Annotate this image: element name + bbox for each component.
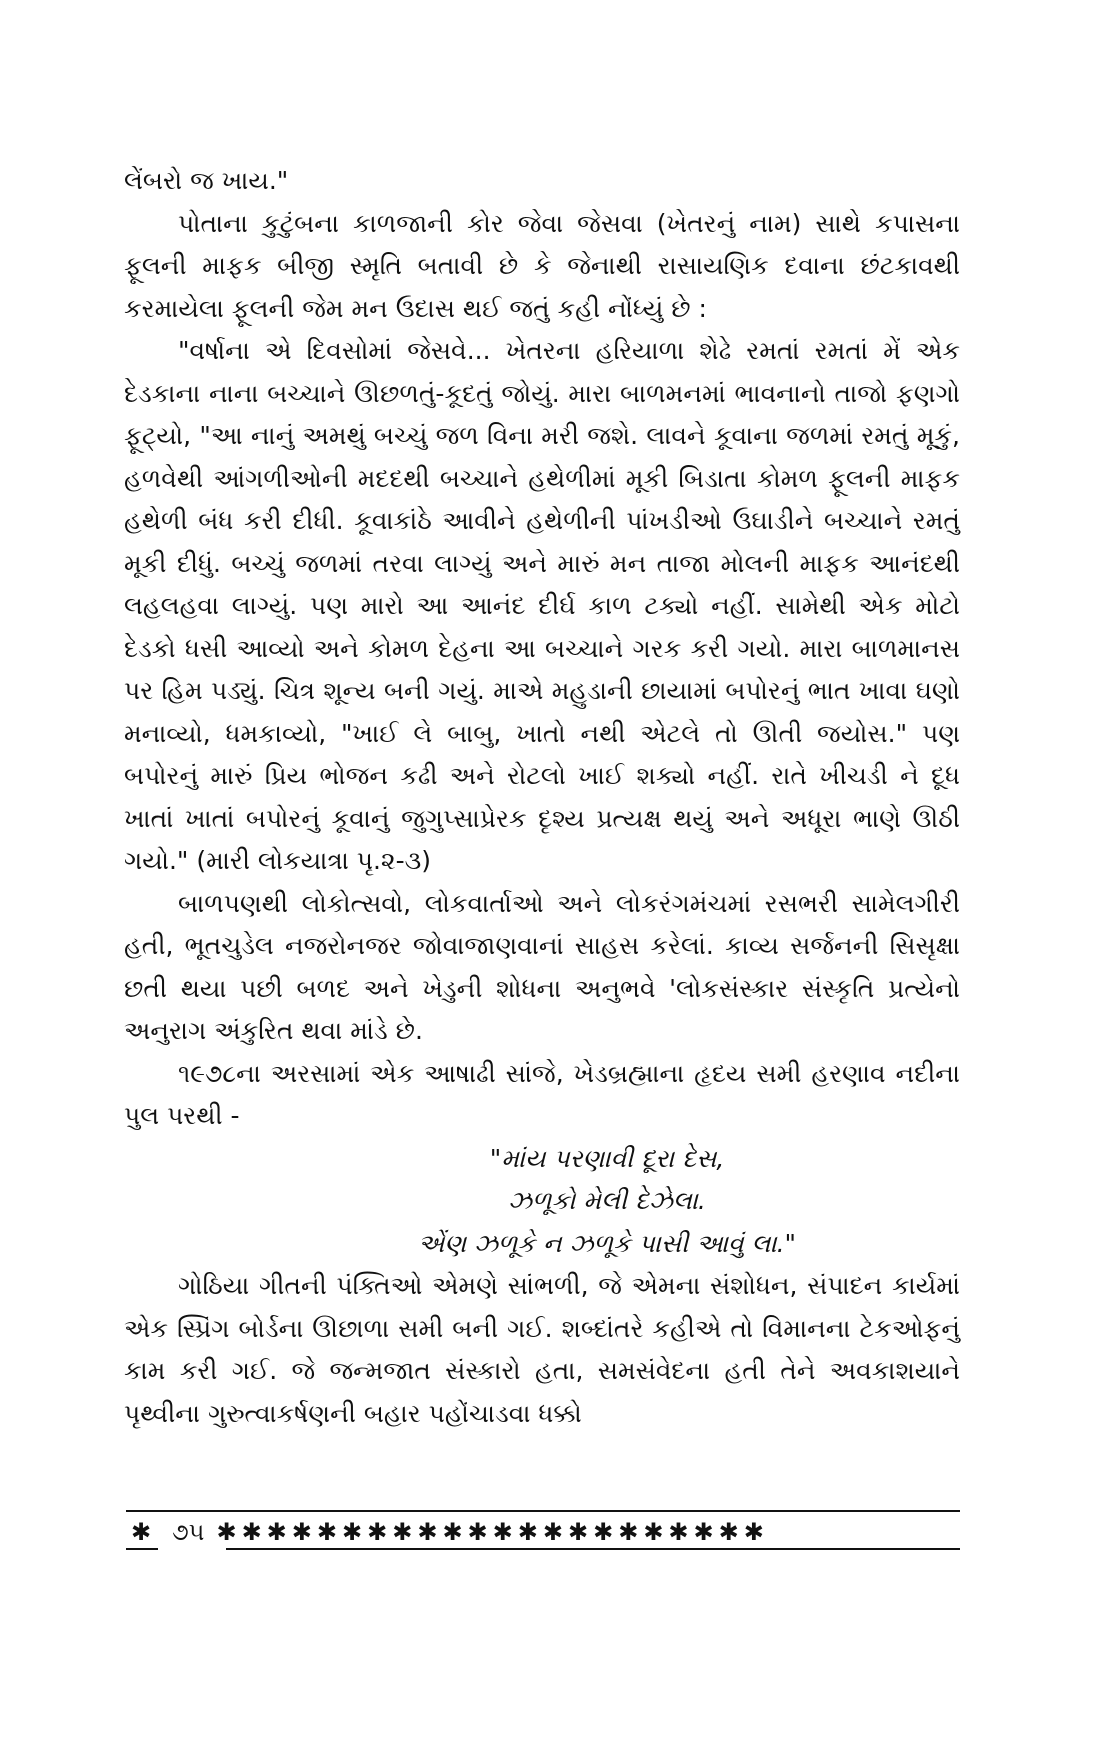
asterisk-border-ornament: ✱✱✱✱✱✱✱✱✱✱✱✱✱✱✱✱✱✱✱✱✱✱ [216, 1518, 769, 1546]
asterisk-ornament-icon: ✱ [130, 1518, 152, 1546]
paragraph-childhood: બાળપણથી લોકોત્સવો, લોકવાર્તાઓ અને લોકરંગમંચમાં રસભરી સામેલગીરી હતી, ભૂતચુડેલ નજરોનજર જોવાજાણવાનાં સાહસ કરેલાં. કાવ્ય સર્જનની સિસૃક્ષા છતી થયા પછી બળદ અને ખેડુની શોધના અનુભવે 'લોકસંસ્કાર સંસ્કૃતિ પ્રત્યેનો અનુરાગ અંકુરિત થવા માંડે છે. [124, 888, 960, 1045]
paragraph-continuation: લેંબરો જ ખાય." [124, 166, 289, 195]
paragraph-jesva-memory: પોતાના કુટુંબના કાળજાની કોર જેવા જેસવા (ખેતરનું નામ) સાથે કપાસના ફૂલની માફક બીજી સ્મૃતિ બતાવી છે કે જેનાથી રાસાયણિક દવાના છંટકાવથી કરમાયેલા ફૂલની જેમ મન ઉદાસ થઈ જતું કહી નોંધ્યું છે : [124, 208, 960, 323]
footer-top-rule [126, 1510, 960, 1512]
verse-line-1: "માંય પરણાવી દૂરા દેસ, [489, 1143, 725, 1173]
footer-underline-left [126, 1548, 158, 1550]
paragraph-1978: ૧૯૭૮ના અરસામાં એક આષાઢી સાંજે, ખેડબ્રહ્માના હૃદય સમી હરણાવ નદીના પુલ પરથી - [124, 1058, 960, 1130]
page-body [124, 160, 960, 1435]
paragraph-quoted-memoir: "વર્ષાના એ દિવસોમાં જેસવે... ખેતરના હરિયાળા શેઢે રમતાં રમતાં મેં એક દેડકાના નાના બચ્ચાને ઊછળતું-કૂદતું જોયું. મારા બાળમનમાં ભાવનાનો તાજો ફણગો ફૂટ્યો, "આ નાનું અમથું બચ્ચું જળ વિના મરી જશે. લાવને કૂવાના જળમાં રમતું મૂકું, હળવેથી આંગળીઓની મદદથી બચ્ચાને હથેળીમાં મૂકી બિડાતા કોમળ ફૂલની માફક હથેળી બંધ કરી દીધી. કૂવાકાંઠે આવીને હથેળીની પાંખડીઓ ઉઘાડીને બચ્ચાને રમતું મૂકી દીધું. બચ્ચું જળમાં તરવા લાગ્યું અને મારું મન તાજા મોલની માફક આનંદથી લહલહવા લાગ્યું. પણ મારો આ આનંદ દીર્ઘ કાળ ટક્યો નહીં. સામેથી એક મોટો દેડકો ધસી આવ્યો અને કોમળ દેહના આ બચ્ચાને ગરક કરી ગયો. મારા બાળમાનસ પર હિમ પડ્યું. ચિત્ર શૂન્ય બની ગયું. માએ મહુડાની છાયામાં બપોરનું ભાત ખાવા ઘણો મનાવ્યો, ધમકાવ્યો, "ખાઈ લે બાબુ, ખાતો નથી એટલે તો ઊતી જયોસ." પણ બપોરનું મારું પ્રિય ભોજન કઢી અને રોટલો ખાઈ શક્યો નહીં. રાતે ખીચડી ને દૂધ ખાતાં ખાતાં બપોરનું કૂવાનું જુગુપ્સાપ્રેરક દૃશ્ય પ્રત્યક્ષ થયું અને અધૂરા ભાણે ઊઠી ગયો." (મારી લોકયાત્રા પૃ.૨-૩) [124, 336, 960, 875]
page-footer [126, 1514, 960, 1550]
verse-line-3: એંણ ઝળૂકે ન ઝળૂકે પાસી આવું લા." [417, 1228, 797, 1258]
verse-line-2: ઝળૂકો મેલી દેઝેલા. [508, 1186, 706, 1215]
paragraph-closing: ગોઠિયા ગીતની પંક્તિઓ એમણે સાંભળી, જે એમના સંશોધન, સંપાદન કાર્યમાં એક સ્પ્રિંગ બોર્ડના ઊછાળા સમી બની ગઈ. શબ્દાંતરે કહીએ તો વિમાનના ટેકઓફનું કામ કરી ગઈ. જે જન્મજાત સંસ્કારો હતા, સમસંવેદના હતી તેને અવકાશયાને પૃથ્વીના ગુરુત્વાકર્ષણની બહાર પહોંચાડવા ધક્કો [124, 1271, 960, 1428]
page-number: ૭૫ [172, 1518, 205, 1546]
footer-underline-right [226, 1548, 960, 1550]
